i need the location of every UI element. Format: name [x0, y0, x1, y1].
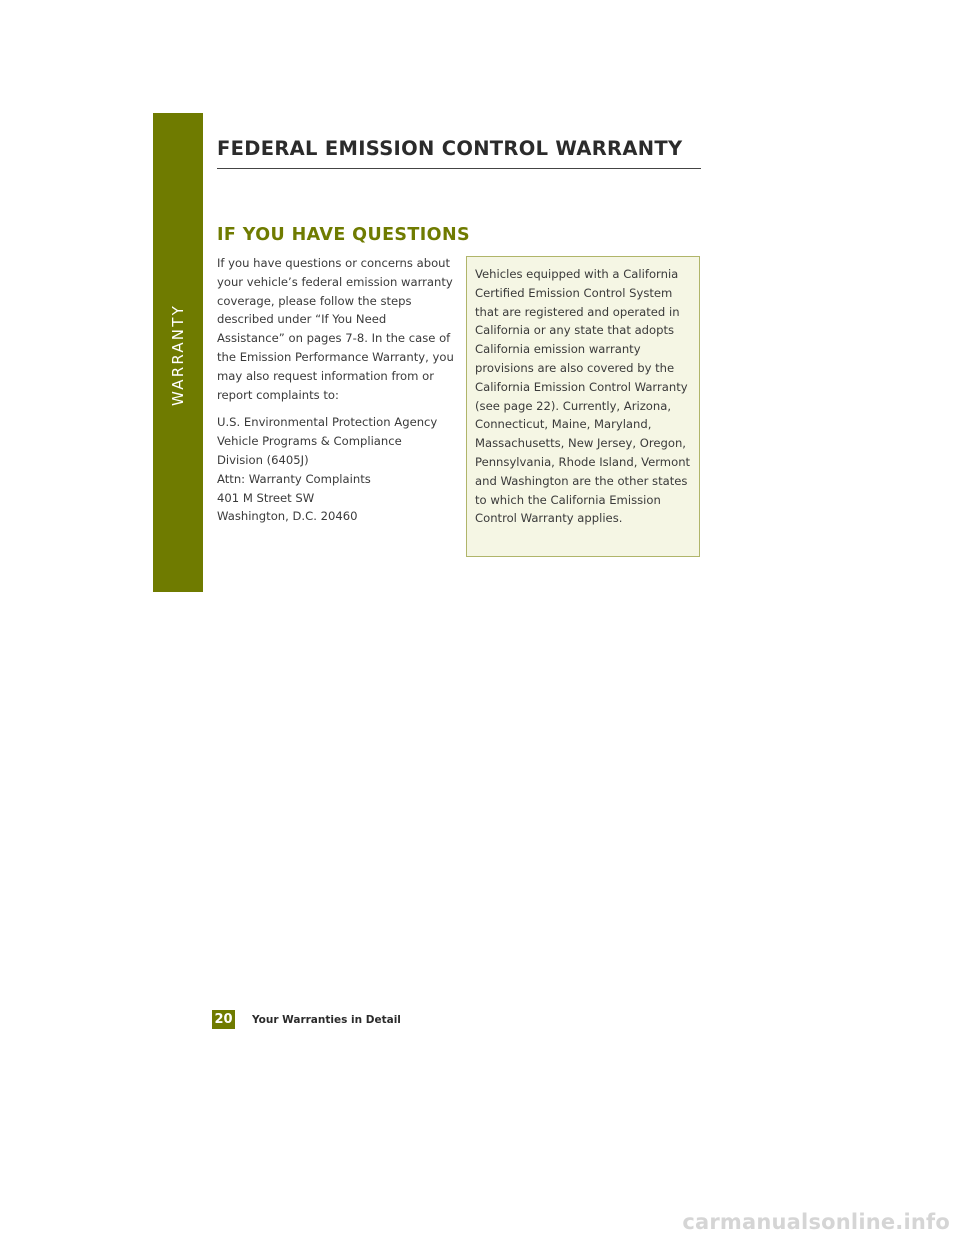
body-column	[217, 254, 457, 535]
section-heading: IF YOU HAVE QUESTIONS	[217, 225, 470, 245]
watermark: carmanualsonline.info	[682, 1210, 950, 1234]
address-block	[217, 413, 457, 526]
page-title: FEDERAL EMISSION CONTROL WARRANTY	[217, 137, 683, 160]
address-line: Washington, D.C. 20460	[217, 509, 358, 524]
page-header	[217, 136, 701, 169]
callout-box	[466, 256, 700, 557]
sidebar-section-label: WARRANTY	[169, 304, 187, 406]
callout-text: Vehicles equipped with a California Certified Emission Control System that are registered and operated in California or any state that adopts California emission warranty provisions are also covered by the California Emission Control Warranty (see page 22). Currently, Arizona, Connecticut, Maine, Maryland, Massachusetts, New Jersey, Oregon, Pennsylvania, Rhode Island, Vermont and Washington are the other states to which the California Emission Control Warranty applies.	[475, 267, 691, 526]
footer-label: Your Warranties in Detail	[252, 1013, 401, 1026]
intro-paragraph: If you have questions or concerns about your vehicle’s federal emission warranty coverage, please follow the steps described under “If You Need Assistance” on pages 7-8. In the case of the Emission Performance Warranty, you may also request information from or report complaints to:	[217, 256, 454, 402]
address-line: Division (6405J)	[217, 452, 309, 467]
address-line: Vehicle Programs & Compliance	[217, 434, 402, 449]
page-footer	[212, 1010, 401, 1029]
address-line: U.S. Environmental Protection Agency	[217, 415, 438, 430]
address-line: 401 M Street SW	[217, 490, 315, 505]
address-line: Attn: Warranty Complaints	[217, 471, 371, 486]
page-number: 20	[212, 1010, 235, 1029]
